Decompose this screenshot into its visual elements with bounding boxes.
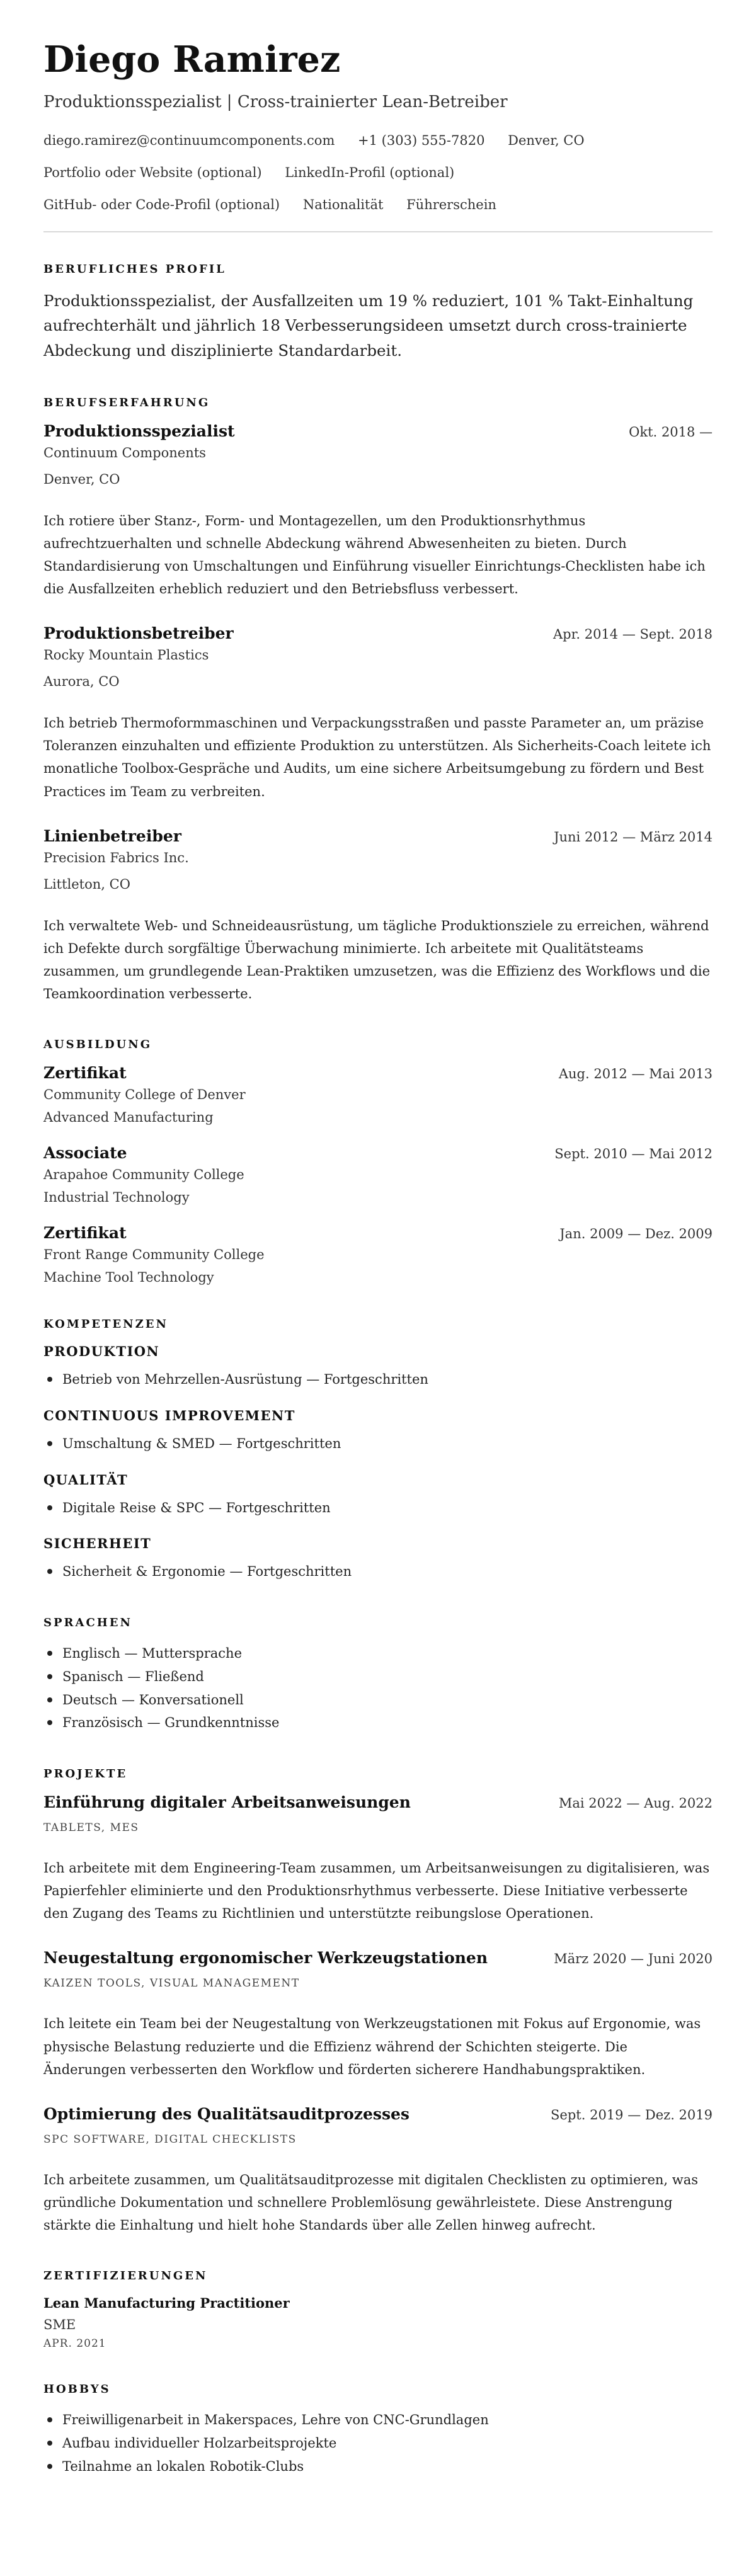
certification-name: Lean Manufacturing Practitioner — [43, 2295, 290, 2311]
project-name: Neugestaltung ergonomischer Werkzeugstationen — [43, 1949, 488, 1968]
project-date: März 2020 — Juni 2020 — [554, 1951, 713, 1967]
experience-section — [43, 396, 713, 1005]
job-date: Apr. 2014 — Sept. 2018 — [553, 627, 713, 642]
skill-group — [43, 1536, 713, 1583]
study-field: Industrial Technology — [43, 1190, 190, 1205]
language-item: Deutsch — Konversationell — [62, 1689, 713, 1712]
education-entry — [43, 1224, 713, 1285]
contact-github[interactable]: GitHub- oder Code-Profil (optional) — [43, 197, 280, 212]
experience-title: BERUFSERFAHRUNG — [43, 396, 210, 409]
skill-item: Umschaltung & SMED — Fortgeschritten — [62, 1432, 713, 1456]
project-entry — [43, 2105, 713, 2237]
skill-category: QUALITÄT — [43, 1471, 129, 1488]
skill-list — [43, 1496, 713, 1520]
education-title: AUSBILDUNG — [43, 1038, 152, 1052]
contact-linkedin[interactable]: LinkedIn-Profil (optional) — [285, 164, 455, 180]
contact-line-3 — [43, 197, 713, 212]
language-item: Spanisch — Fließend — [62, 1665, 713, 1689]
skill-group — [43, 1343, 713, 1391]
job-title: Produktionsbetreiber — [43, 624, 234, 643]
job-date: Juni 2012 — März 2014 — [554, 829, 713, 845]
hobby-item: Freiwilligenarbeit in Makerspaces, Lehre von CNC-Grundlagen — [62, 2408, 713, 2432]
hobby-item: Aufbau individueller Holzarbeitsprojekte — [62, 2432, 713, 2455]
language-list — [43, 1642, 713, 1735]
certification-issuer: SME — [43, 2317, 76, 2333]
project-date: Mai 2022 — Aug. 2022 — [558, 1796, 713, 1811]
skill-group — [43, 1472, 713, 1520]
skill-category: PRODUKTION — [43, 1343, 160, 1360]
degree-date: Aug. 2012 — Mai 2013 — [558, 1066, 713, 1082]
job-company: Rocky Mountain Plastics — [43, 647, 209, 663]
skills-section — [43, 1318, 713, 1583]
project-tags: TABLETS, MES — [43, 1821, 139, 1835]
experience-entry — [43, 827, 713, 1005]
project-tags: SPC SOFTWARE, DIGITAL CHECKLISTS — [43, 2133, 297, 2146]
job-description: Ich betrieb Thermoformmaschinen und Verpackungsstraßen und passte Parameter an, um präzise Toleranzen einzuhalten und effiziente Produktion zu unterstützen. Als Sicherheits-Coach leitete ich monatliche Toolbox-Gespräche und Audits, um eine sichere Arbeitsumgebung zu fördern und Best Practices im Team zu verbreiten. — [43, 715, 711, 799]
study-field: Advanced Manufacturing — [43, 1110, 214, 1126]
candidate-headline: Produktionsspezialist | Cross-trainierter Lean-Betreiber — [43, 92, 508, 111]
candidate-name: Diego Ramirez — [43, 38, 341, 81]
profile-section — [43, 263, 713, 363]
job-title: Linienbetreiber — [43, 826, 181, 845]
school-name: Arapahoe Community College — [43, 1167, 244, 1183]
project-name: Optimierung des Qualitätsauditprozesses — [43, 2104, 410, 2123]
education-entry — [43, 1144, 713, 1205]
projects-section — [43, 1767, 713, 2237]
contact-line-2 — [43, 165, 713, 180]
job-location: Aurora, CO — [43, 674, 120, 690]
certifications-section — [43, 2269, 713, 2350]
degree-date: Sept. 2010 — Mai 2012 — [554, 1146, 713, 1162]
education-section — [43, 1038, 713, 1285]
contact-nationality: Nationalität — [302, 197, 384, 212]
contact-license: Führerschein — [406, 197, 496, 212]
project-description: Ich leitete ein Team bei der Neugestaltung von Werkzeugstationen mit Fokus auf Ergonomie, was physische Belastung reduzierte und die Effizienz während der Schichten steigerte. Die Änderungen verbesserten den Workflow und förderten sicherere Handhabungspraktiken. — [43, 2016, 701, 2077]
certification-entry — [43, 2295, 713, 2350]
language-item: Französisch — Grundkenntnisse — [62, 1711, 713, 1735]
certifications-title: ZERTIFIZIERUNGEN — [43, 2269, 208, 2283]
project-entry — [43, 1793, 713, 1925]
degree-date: Jan. 2009 — Dez. 2009 — [559, 1226, 713, 1242]
header-divider — [43, 231, 713, 232]
degree-title: Zertifikat — [43, 1064, 127, 1083]
project-entry — [43, 1949, 713, 2080]
degree-title: Associate — [43, 1144, 127, 1163]
languages-title: SPRACHEN — [43, 1616, 132, 1630]
job-date: Okt. 2018 — — [629, 424, 713, 440]
hobby-item: Teilnahme an lokalen Robotik-Clubs — [62, 2455, 713, 2478]
profile-title: BERUFLICHES PROFIL — [43, 262, 226, 276]
skills-title: KOMPETENZEN — [43, 1318, 168, 1331]
project-tags: KAIZEN TOOLS, VISUAL MANAGEMENT — [43, 1977, 300, 1990]
education-entry — [43, 1064, 713, 1125]
contact-email[interactable]: diego.ramirez@continuumcomponents.com — [43, 132, 335, 148]
contact-location: Denver, CO — [508, 132, 585, 148]
job-location: Littleton, CO — [43, 876, 130, 892]
contact-portfolio[interactable]: Portfolio oder Website (optional) — [43, 164, 262, 180]
skill-item: Sicherheit & Ergonomie — Fortgeschritten — [62, 1560, 713, 1583]
project-date: Sept. 2019 — Dez. 2019 — [551, 2107, 713, 2123]
skill-group — [43, 1408, 713, 1456]
skill-item: Betrieb von Mehrzellen-Ausrüstung — Fortgeschritten — [62, 1368, 713, 1391]
hobbies-section — [43, 2383, 713, 2478]
language-item: Englisch — Muttersprache — [62, 1642, 713, 1665]
degree-title: Zertifikat — [43, 1224, 127, 1243]
project-name: Einführung digitaler Arbeitsanweisungen — [43, 1793, 411, 1812]
school-name: Community College of Denver — [43, 1087, 246, 1103]
project-description: Ich arbeitete zusammen, um Qualitätsauditprozesse mit digitalen Checklisten zu optimieren, was gründliche Dokumentation und schnellere Problemlösung gewährleistete. Diese Anstrengung stärkte die Einhaltung und hielt hohe Standards über alle Zellen hinweg aufrecht. — [43, 2172, 699, 2233]
skill-list — [43, 1560, 713, 1583]
job-company: Precision Fabrics Inc. — [43, 850, 189, 865]
job-company: Continuum Components — [43, 445, 206, 460]
project-description: Ich arbeitete mit dem Engineering-Team zusammen, um Arbeitsanweisungen zu digitalisieren, was Papierfehler eliminierte und den Produktionsrhythmus verbesserte. Diese Initiative verbesserte den Zugang des Teams zu Richtlinien und unterstützte reibungslose Operationen. — [43, 1861, 710, 1922]
skill-category: CONTINUOUS IMPROVEMENT — [43, 1407, 295, 1423]
job-description: Ich verwaltete Web- und Schneideausrüstung, um tägliche Produktionsziele zu erreichen, während ich Defekte durch sorgfältige Überwachung minimierte. Ich arbeitete mit Qualitätsteams zusammen, um grundlegende Lean-Praktiken umzusetzen, was die Effizienz des Workflows und die Teamkoordination verbesserte. — [43, 918, 711, 1001]
resume-header — [43, 40, 713, 212]
hobbies-title: HOBBYS — [43, 2383, 111, 2396]
skill-category: SICHERHEIT — [43, 1536, 152, 1552]
experience-entry — [43, 624, 713, 802]
job-description: Ich rotiere über Stanz-, Form- und Montagezellen, um den Produktionsrhythmus aufrechtzuerhalten und schnelle Abdeckung während Abwesenheiten zu bieten. Durch Standardisierung von Umschaltungen und Einführung visueller Einrichtungs-Checklisten habe ich die Ausfallzeiten erheblich reduziert und den Betriebsfluss verbessert. — [43, 513, 706, 597]
hobby-list — [43, 2408, 713, 2478]
contact-phone[interactable]: +1 (303) 555-7820 — [358, 132, 485, 148]
job-title: Produktionsspezialist — [43, 421, 235, 440]
experience-entry — [43, 422, 713, 600]
skill-item: Digitale Reise & SPC — Fortgeschritten — [62, 1496, 713, 1520]
contact-line-1 — [43, 133, 713, 148]
profile-text: Produktionsspezialist, der Ausfallzeiten um 19 % reduziert, 101 % Takt-Einhaltung aufrechterhält und jährlich 18 Verbesserungsideen umsetzt durch cross-trainierte Abdeckung und disziplinierte Standardarbeit. — [43, 291, 694, 360]
projects-title: PROJEKTE — [43, 1767, 128, 1781]
school-name: Front Range Community College — [43, 1247, 265, 1263]
languages-section — [43, 1616, 713, 1735]
certification-date: APR. 2021 — [43, 2337, 106, 2351]
skill-list — [43, 1432, 713, 1456]
study-field: Machine Tool Technology — [43, 1270, 214, 1285]
skill-list — [43, 1368, 713, 1391]
job-location: Denver, CO — [43, 471, 120, 487]
